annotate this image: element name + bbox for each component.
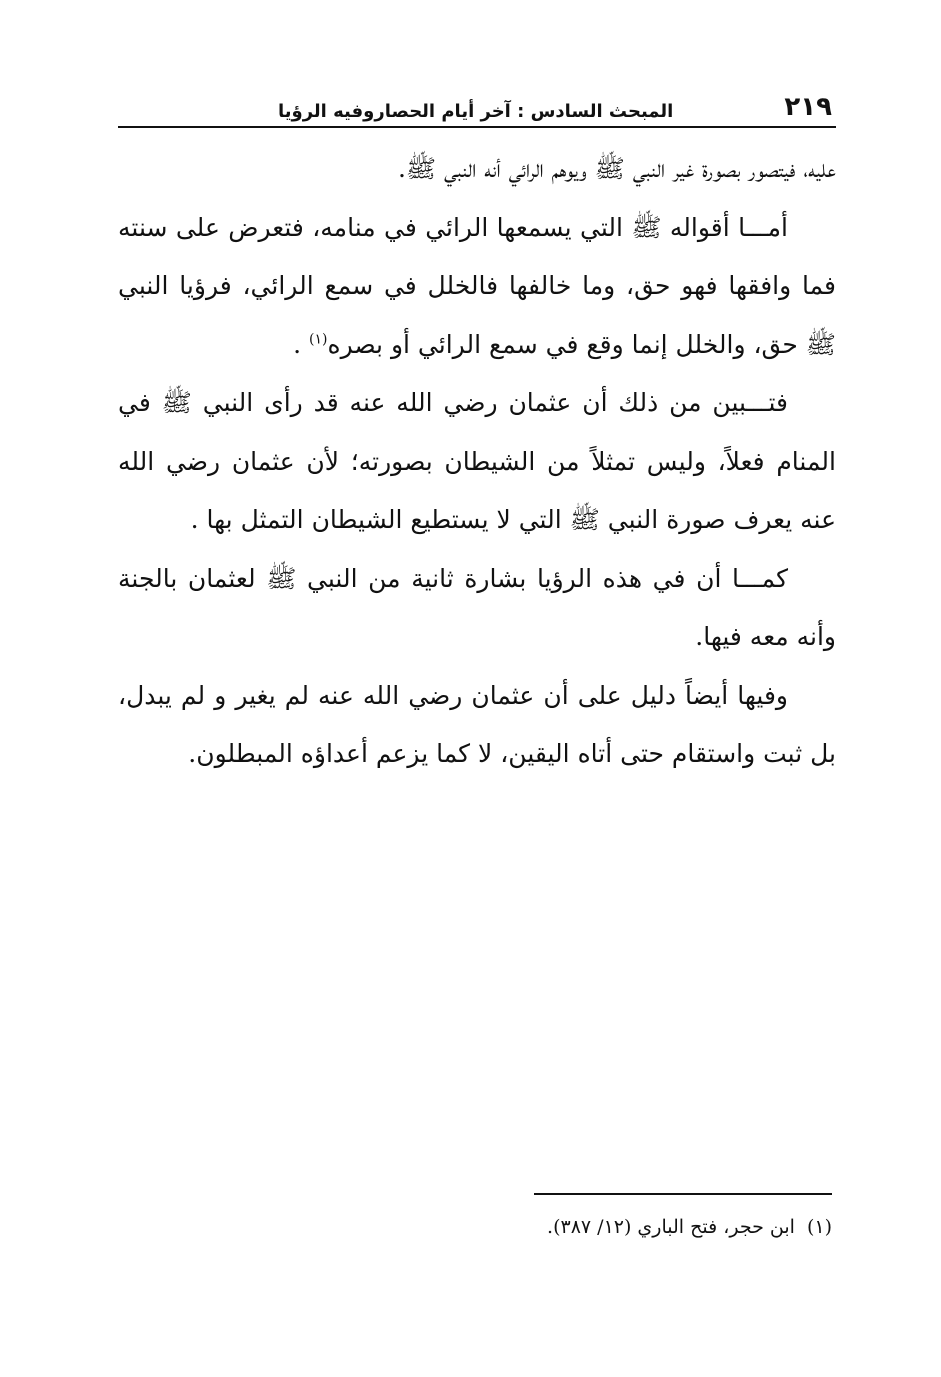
running-title: المبحث السادس : آخر أيام الحصاروفيه الرؤيا <box>278 101 674 122</box>
paragraph-5: وفيها أيضاً دليل على أن عثمان رضي الله عنه لم يغير و لم يبدل، بل ثبت واستقام حتى أتاه اليقين، لا كما يزعم أعداؤه المبطلون. <box>118 680 836 768</box>
footnote <box>118 1212 832 1242</box>
paragraph-2-end: . <box>293 329 309 359</box>
body-text <box>118 140 836 784</box>
footnote-text: ابن حجر، فتح الباري (١٢/ ٣٨٧). <box>547 1216 795 1238</box>
footnote-divider <box>534 1193 832 1195</box>
paragraph-2 <box>118 199 836 375</box>
page-number: ٢١٩ <box>784 92 832 122</box>
footnote-number: (١) <box>806 1216 832 1238</box>
paragraph-3: فتـــبين من ذلك أن عثمان رضي الله عنه قد رأى النبي ﷺ في المنام فعلاً، وليس تمثلاً من الشيطان بصورته؛ لأن عثمان رضي الله عنه يعرف صورة النبي ﷺ التي لا يستطيع الشيطان التمثل بها . <box>118 388 836 534</box>
paragraph-4: كمـــا أن في هذه الرؤيا بشارة ثانية من النبي ﷺ لعثمان بالجنة وأنه معه فيها. <box>118 563 836 651</box>
page-header <box>118 88 836 128</box>
paragraph-2-text: أمـــا أقواله ﷺ التي يسمعها الرائي في منامه، فتعرض على سنته فما وافقها فهو حق، وما خالفها فالخلل في سمع الرائي، فرؤيا النبي ﷺ حق، والخلل إنما وقع في سمع الرائي أو بصره <box>118 212 836 359</box>
footnote-reference[interactable]: (١) <box>309 331 328 348</box>
paragraph-1: عليه، فيتصور بصورة غير النبي ﷺ ويوهم الرائي أنه النبي ﷺ. <box>397 154 836 183</box>
